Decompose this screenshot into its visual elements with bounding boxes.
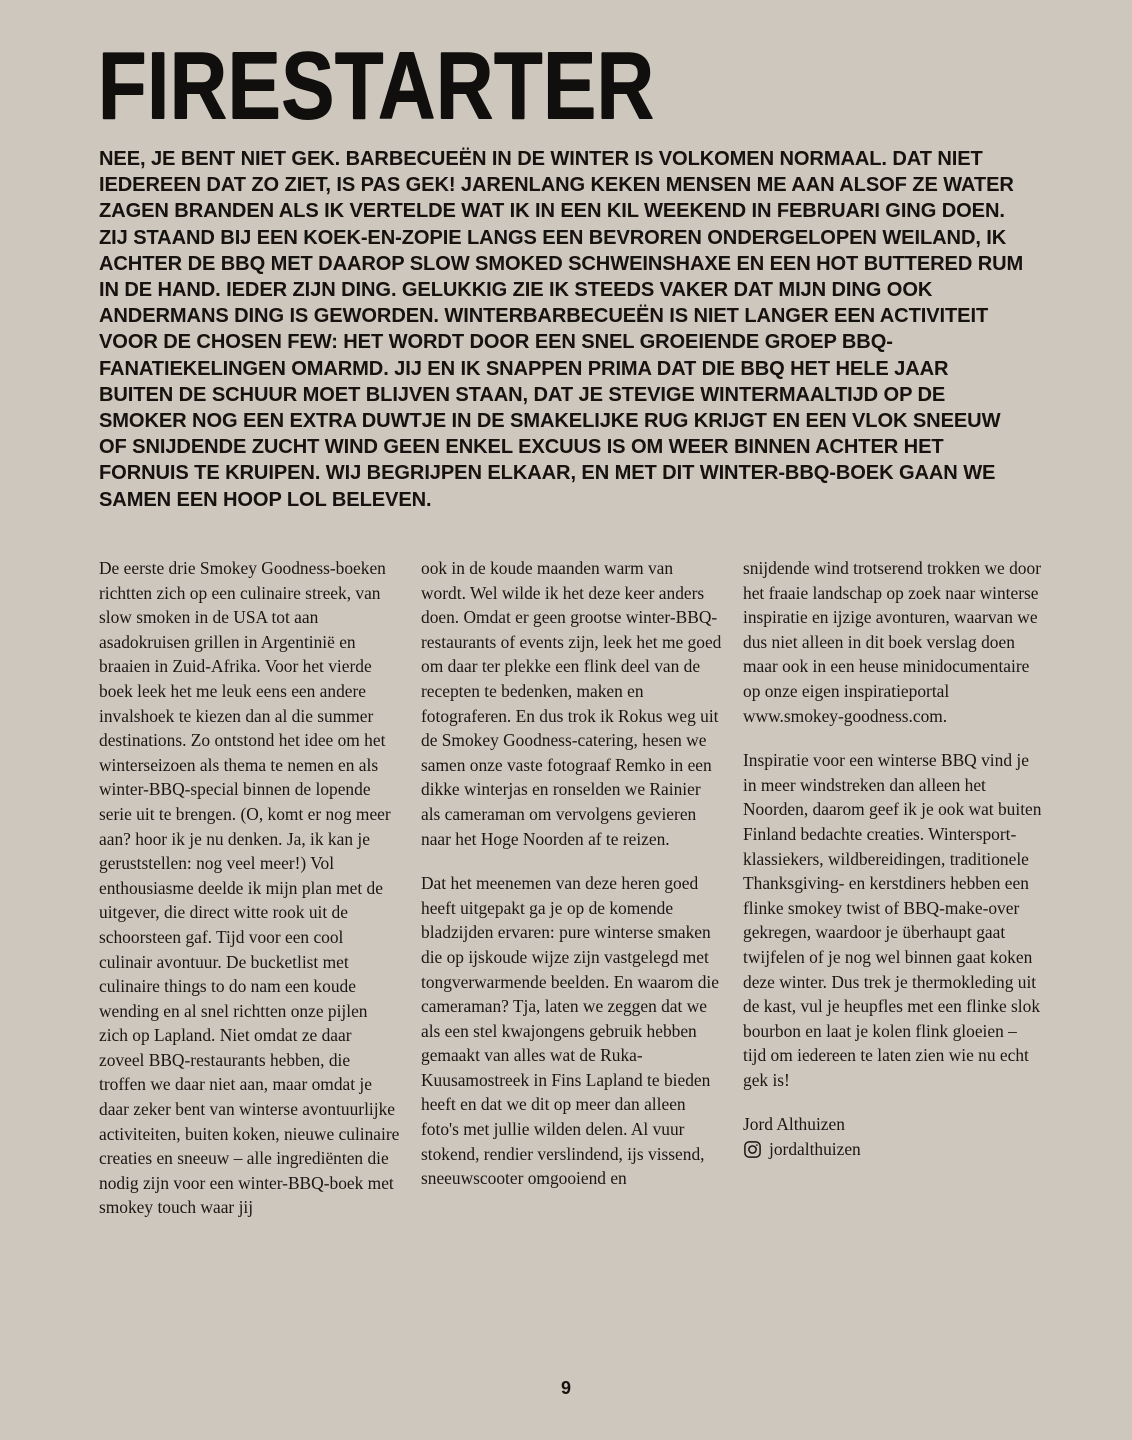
paragraph: ook in de koude maanden warm van wordt. Wel wilde ik het deze keer anders doen. Omdat er geen grootse winter-BBQ-restaurants of events zijn, leek het me goed om daar ter plekke een flink deel van de recepten te bedenken, maken en fotograferen. En dus trok ik Rokus weg uit de Smokey Goodness-catering, hesen we samen onze vaste fotograaf Remko in een dikke winterjas en ronselden we Rainier als cameraman om vervolgens gevieren naar het Hoge Noorden af te reizen. [421, 558, 722, 849]
author-social[interactable] [743, 1139, 1044, 1159]
body-columns [99, 556, 1044, 1220]
body-column-3 [743, 556, 1044, 1220]
paragraph: Dat het meenemen van deze heren goed heeft uitgepakt ga je op de komende bladzijden ervaren: pure winterse smaken die op ijskoude wijze zijn vastgelegd met tongverwarmende beelden. En waarom die cameraman? Tja, laten we zeggen dat we als een stel kwajongens gebruik hebben gemaakt van alles wat de Ruka-Kuusamostreek in Fins Lapland te bieden heeft en dat we dit op meer dan alleen foto's met jullie wilden delen. Al vuur stokend, rendier verslindend, ijs vissend, sneeuwscooter omgooiend en [421, 873, 719, 1189]
instagram-handle[interactable]: jordalthuizen [769, 1139, 861, 1160]
page-number: 9 [560, 1378, 571, 1398]
intro-standfirst: NEE, JE BENT NIET GEK. BARBECUEËN IN DE WINTER IS VOLKOMEN NORMAAL. DAT NIET IEDEREEN DAT ZO ZIET, IS PAS GEK! JARENLANG KEKEN MENSEN ME AAN ALSOF ZE WATER ZAGEN BRANDEN ALS IK VERTELDE WAT IK IN EEN KIL WEEKEND IN FEBRUARI GING DOEN. ZIJ STAAND BIJ EEN KOEK-EN-ZOPIE LANGS EEN BEVROREN ONDERGELOPEN WEILAND, IK ACHTER DE BBQ MET DAAROP SLOW SMOKED SCHWEINSHAXE EN EEN HOT BUTTERED RUM IN DE HAND. IEDER ZIJN DING. GELUKKIG ZIE IK STEEDS VAKER DAT MIJN DING OOK ANDERMANS DING IS GEWORDEN. WINTERBARBECUEËN IS NIET LANGER EEN ACTIVITEIT VOOR DE CHOSEN FEW: HET WORDT DOOR EEN SNEL GROEIENDE GROEP BBQ-FANATIEKELINGEN OMARMD. JIJ EN IK SNAPPEN PRIMA DAT DIE BBQ HET HELE JAAR BUITEN DE SCHUUR MOET BLIJVEN STAAN, DAT JE STEVIGE WINTERMAALTIJD OP DE SMOKER NOG EEN EXTRA DUWTJE IN DE SMAKELIJKE RUG KRIJGT EN EEN VLOK SNEEUW OF SNIJDENDE ZUCHT WIND GEEN ENKEL EXCUUS IS OM WEER BINNEN ACHTER HET FORNUIS TE KRUIPEN. WIJ BEGRIJPEN ELKAAR, EN MET DIT WINTER-BBQ-BOEK GAAN WE SAMEN EEN HOOP LOL BELEVEN. [99, 148, 1024, 511]
paragraph: De eerste drie Smokey Goodness-boeken richtten zich op een culinaire streek, van slow smoken in de USA tot aan asadokruisen grillen in Argentinië en braaien in Zuid-Afrika. Voor het vierde boek leek het me leuk eens een andere invalshoek te kiezen dan al die summer destinations. Zo ontstond het idee om het winterseizoen als thema te nemen en als winter-BBQ-special binnen de lopende serie uit te brengen. (O, komt er nog meer aan? hoor ik je nu denken. Ja, ik kan je geruststellen: nog veel meer!) Vol enthousiasme deelde ik mijn plan met de uitgever, die direct witte rook uit de schoorsteen gaf. Tijd voor een cool culinair avontuur. De bucketlist met culinaire things to do nam een koude wending en al snel richtten onze pijlen zich op Lapland. Niet omdat ze daar zoveel BBQ-restaurants hebben, die troffen we daar niet aan, maar omdat je daar zeker bent van winterse avontuurlijke activiteiten, buiten koken, nieuwe culinaire creaties en sneeuw – alle ingrediënten die nodig zijn voor een winter-BBQ-boek met smokey touch waar jij [99, 558, 400, 1218]
paragraph: snijdende wind trotserend trokken we door het fraaie landschap op zoek naar winterse inspiratie en ijzige avonturen, waarvan we dus niet alleen in dit boek verslag doen maar ook in een heuse minidocumentaire op onze eigen inspiratieportal www.smokey-goodness.com. [743, 558, 1041, 726]
author-name: Jord Althuizen [743, 1114, 845, 1135]
body-column-1 [99, 556, 400, 1220]
instagram-icon [743, 1140, 762, 1159]
page-title: FIRESTARTER [98, 31, 655, 140]
paragraph: Inspiratie voor een winterse BBQ vind je in meer windstreken dan alleen het Noorden, daarom geef ik je ook wat buiten Finland bedachte creaties. Wintersport-klassiekers, wildbereidingen, traditionele Thanksgiving- en kerstdiners hebben een flinke smokey twist of BBQ-make-over gekregen, waardoor je überhaupt gaat twijfelen of je nog wel binnen gaat koken deze winter. Dus trek je thermokleding uit de kast, vul je heupfles met een flinke slok bourbon en laat je kolen flink gloeien – tijd om iedereen te laten zien wie nu echt gek is! [743, 750, 1042, 1090]
body-column-2 [421, 556, 722, 1220]
author-signature [743, 1112, 1044, 1159]
masthead [98, 31, 1038, 140]
